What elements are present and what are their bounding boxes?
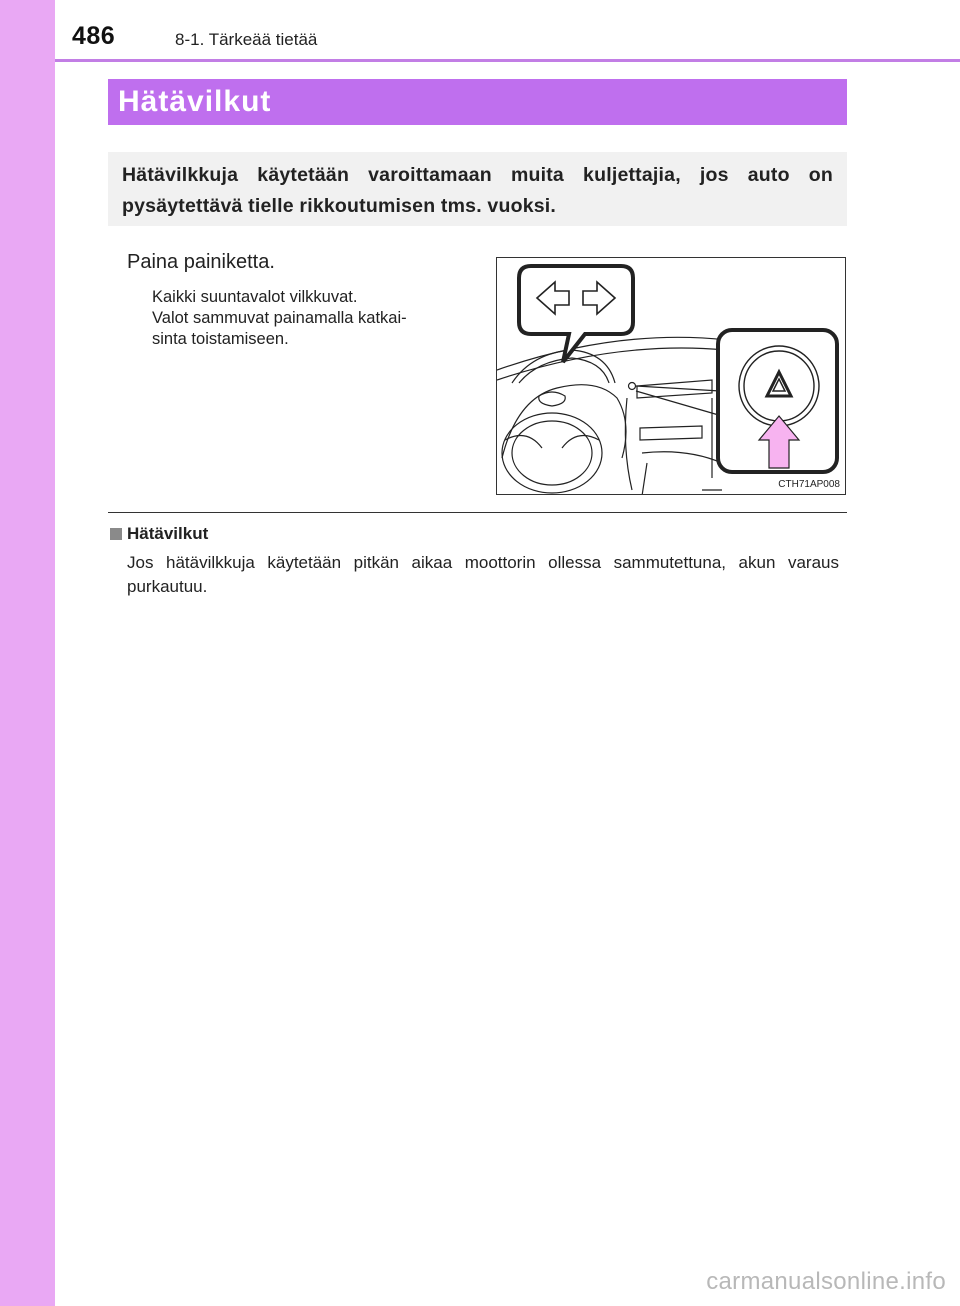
step-line: Valot sammuvat painamalla katkai-: [152, 309, 407, 327]
dashboard-outline: [497, 337, 737, 495]
turn-signal-callout: [519, 266, 633, 362]
watermark: carmanualsonline.info: [706, 1268, 946, 1295]
figure-code: CTH71AP008: [778, 479, 840, 490]
step-title: Paina painiketta.: [127, 251, 275, 273]
note-square-icon: [110, 528, 122, 540]
section-title-bar: [108, 79, 847, 125]
step-description: [152, 287, 482, 350]
step-line: Kaikki suuntavalot vilkkuvat.: [152, 288, 358, 306]
section-divider: [108, 512, 847, 513]
note-heading: Hätävilkut: [127, 524, 209, 543]
section-title: Hätävilkut: [118, 85, 272, 118]
intro-box: [108, 152, 847, 226]
page-number: 486: [72, 22, 116, 50]
intro-text: Hätävilkkuja käytetään varoittamaan muita kuljettajia, jos auto on pysäytettävä tielle rikkoutumisen tms. vuoksi.: [122, 164, 833, 217]
dashboard-drawing: [497, 258, 846, 495]
note-text: Jos hätävilkkuja käytetään pitkän aikaa moottorin ollessa sammutettuna, akun varaus purkautuu.: [127, 553, 839, 596]
chapter-title: 8-1. Tärkeää tietää: [175, 30, 318, 49]
header-divider: [55, 59, 960, 62]
hazard-switch-callout: [718, 330, 837, 472]
dashboard-illustration: [496, 257, 846, 495]
side-color-strip: [0, 0, 55, 1306]
step-line: sinta toistamiseen.: [152, 330, 289, 348]
